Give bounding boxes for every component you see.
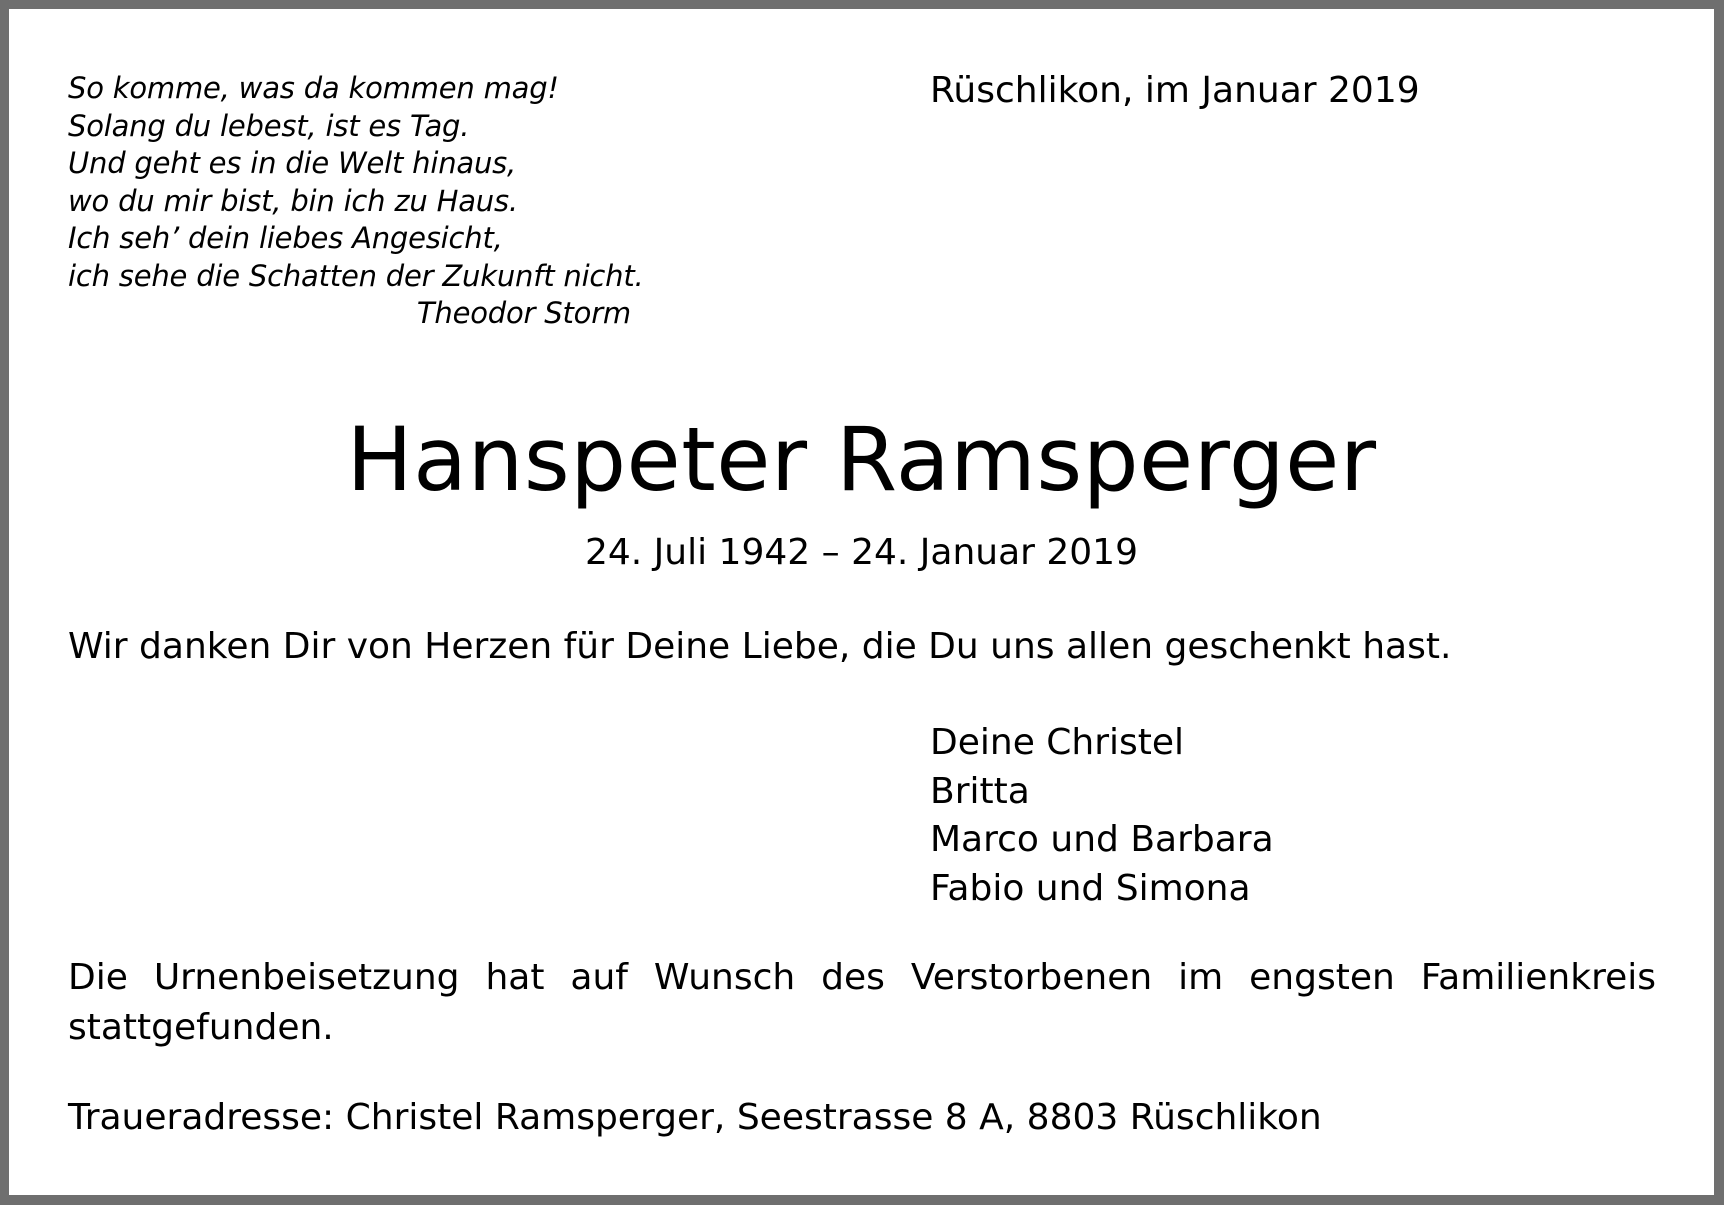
mourner-3: Marco und Barbara bbox=[930, 819, 1274, 860]
thanks-text: Wir danken Dir von Herzen für Deine Liebe, die Du uns allen geschenkt hast. bbox=[68, 626, 1452, 667]
deceased-name: Hanspeter Ramsperger bbox=[346, 408, 1377, 511]
poem-line-6: ich sehe die Schatten der Zukunft nicht. bbox=[68, 258, 644, 293]
mourner-4: Fabio und Simona bbox=[930, 867, 1251, 909]
poem-author: Theodor Storm bbox=[416, 296, 631, 330]
poem-line-5: Ich seh’ dein liebes Angesicht, bbox=[68, 221, 503, 255]
poem-line-1: So komme, was da kommen mag! bbox=[68, 71, 559, 105]
poem-line-4: wo du mir bist, bin ich zu Haus. bbox=[68, 183, 518, 218]
poem-line-2: Solang du lebest, ist es Tag. bbox=[68, 108, 470, 143]
mourner-1: Deine Christel bbox=[930, 722, 1185, 763]
mourner-2: Britta bbox=[930, 770, 1030, 812]
place-date: Rüschlikon, im Januar 2019 bbox=[930, 70, 1420, 111]
poem-line-3: Und geht es in die Welt hinaus, bbox=[68, 146, 517, 180]
life-dates: 24. Juli 1942 – 24. Januar 2019 bbox=[584, 532, 1138, 573]
poem-block bbox=[68, 70, 668, 330]
burial-note: Die Urnenbeisetzung hat auf Wunsch des Verstorbenen im engsten Familienkreis stattgefunden. bbox=[68, 957, 1656, 1048]
obituary-notice bbox=[9, 9, 1714, 1195]
mourning-address: Traueradresse: Christel Ramsperger, Seestrasse 8 A, 8803 Rüschlikon bbox=[68, 1097, 1322, 1138]
mourners-list bbox=[930, 719, 1274, 913]
